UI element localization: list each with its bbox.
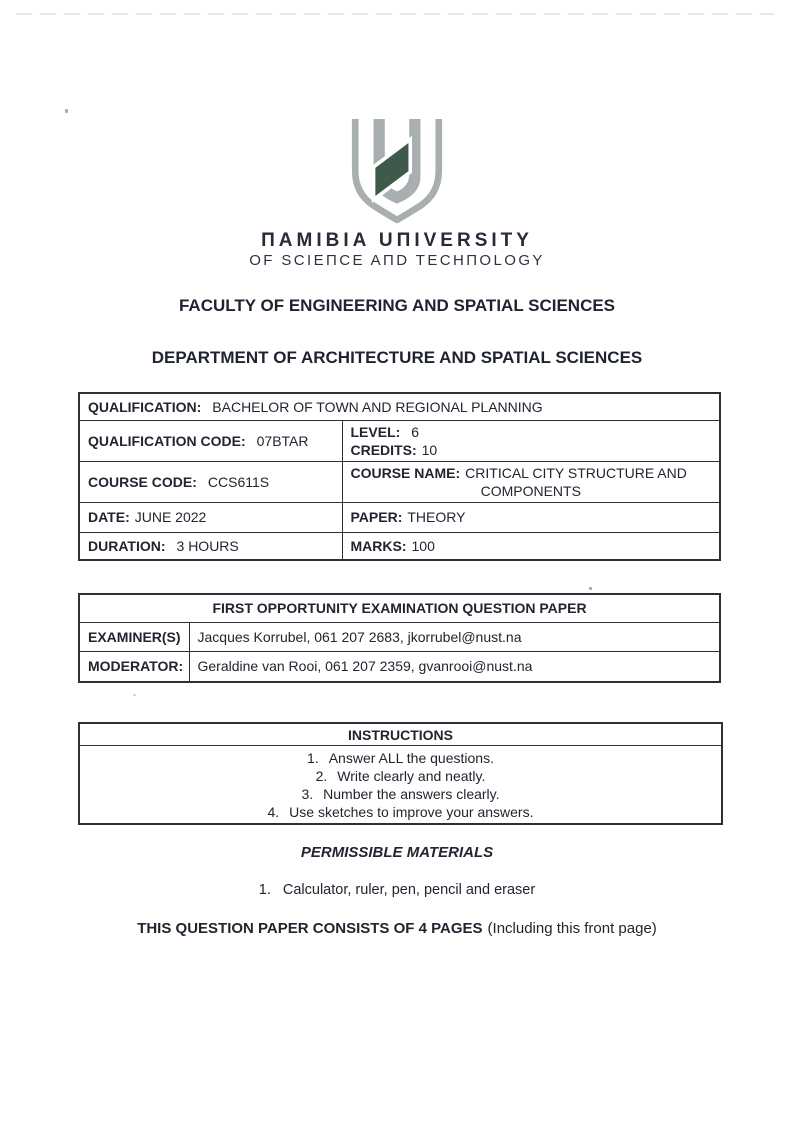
exam-paper-title: FIRST OPPORTUNITY EXAMINATION QUESTION PAPER [79, 594, 720, 622]
instruction-text: Number the answers clearly. [323, 786, 500, 802]
instruction-text: Write clearly and neatly. [337, 768, 486, 784]
date-value: JUNE 2022 [134, 509, 207, 525]
course-code-value: CCS611S [207, 473, 270, 490]
date-label: DATE: [88, 509, 130, 525]
moderator-value: Geraldine van Rooi, 061 207 2359, gvanrooi@nust.na [189, 651, 720, 682]
page-count-regular-text: (Including this front page) [487, 920, 657, 937]
level-label: LEVEL: [350, 423, 401, 440]
credits-label: CREDITS: [350, 441, 417, 458]
instruction-text: Answer ALL the questions. [328, 750, 494, 766]
table-row [79, 622, 720, 651]
instructions-title: INSTRUCTIONS [80, 724, 721, 746]
table-row [79, 651, 720, 682]
course-info-table [78, 392, 721, 561]
department-heading: DEPARTMENT OF ARCHITECTURE AND SPATIAL SCIENCES [151, 348, 643, 367]
university-name-subline: OF SCIEΠCE AΠD TECHΠOLOGY [249, 252, 545, 269]
moderator-label: MODERATOR: [79, 651, 189, 682]
table-row [79, 393, 720, 420]
table-row [79, 420, 720, 461]
instruction-item [80, 785, 721, 803]
qualification-code-cell [79, 420, 342, 461]
level-credits-cell [342, 420, 720, 461]
course-name-cell [342, 461, 720, 502]
instruction-number: 4. [267, 804, 280, 820]
duration-label: DURATION: [88, 537, 166, 554]
instructions-box [78, 722, 723, 825]
course-name-value-line2: COMPONENTS [480, 482, 581, 499]
qualification-label: QUALIFICATION: [88, 398, 202, 415]
instruction-text: Use sketches to improve your answers. [289, 804, 534, 820]
table-row [79, 532, 720, 560]
marks-cell [342, 532, 720, 560]
qualification-code-label: QUALIFICATION CODE: [88, 432, 246, 449]
instruction-item [80, 803, 721, 821]
instruction-number: 2. [315, 768, 328, 784]
instruction-item [80, 749, 721, 767]
table-row [79, 502, 720, 532]
permissible-materials-title: PERMISSIBLE MATERIALS [300, 844, 494, 861]
marks-label: MARKS: [350, 537, 407, 554]
course-code-label: COURSE CODE: [88, 473, 197, 490]
instruction-number: 3. [301, 786, 314, 802]
scan-artifact-speck [133, 694, 136, 696]
marks-value: 100 [411, 537, 435, 554]
faculty-heading: FACULTY OF ENGINEERING AND SPATIAL SCIENCES [178, 296, 616, 315]
paper-cell [342, 502, 720, 532]
material-item-text: Calculator, ruler, pen, pencil and eraser [282, 882, 536, 898]
material-item-number: 1. [258, 882, 271, 898]
table-row [79, 594, 720, 622]
shield-logo-icon [345, 116, 449, 224]
page-count-bold-text: THIS QUESTION PAPER CONSISTS OF 4 PAGES [137, 920, 483, 937]
examination-table [78, 593, 721, 683]
course-code-cell [79, 461, 342, 502]
examiner-value: Jacques Korrubel, 061 207 2683, jkorrubel@nust.na [189, 622, 720, 651]
instruction-item [80, 767, 721, 785]
instructions-list [80, 746, 721, 823]
scan-artifact-line [16, 13, 774, 15]
qualification-cell [79, 393, 720, 420]
level-value: 6 [411, 423, 420, 440]
examiner-label: EXAMINER(S) [79, 622, 189, 651]
qualification-value: BACHELOR OF TOWN AND REGIONAL PLANNING [212, 398, 543, 415]
university-logo [0, 116, 794, 229]
scan-artifact-speck [65, 109, 68, 113]
credits-value: 10 [421, 441, 438, 458]
course-name-label: COURSE NAME: [350, 464, 461, 481]
duration-value: 3 HOURS [176, 537, 239, 554]
table-row [79, 461, 720, 502]
date-cell [79, 502, 342, 532]
university-name: ΠAMIBIA UΠIVERSITY [261, 230, 533, 251]
page-count-note [0, 920, 794, 937]
duration-cell [79, 532, 342, 560]
qualification-code-value: 07BTAR [256, 432, 309, 449]
permissible-materials-item [0, 882, 794, 898]
course-name-value-line1: CRITICAL CITY STRUCTURE AND [465, 464, 687, 481]
paper-label: PAPER: [350, 509, 403, 525]
scan-artifact-speck [589, 587, 592, 590]
instruction-number: 1. [307, 750, 319, 766]
paper-value: THEORY [407, 509, 466, 525]
